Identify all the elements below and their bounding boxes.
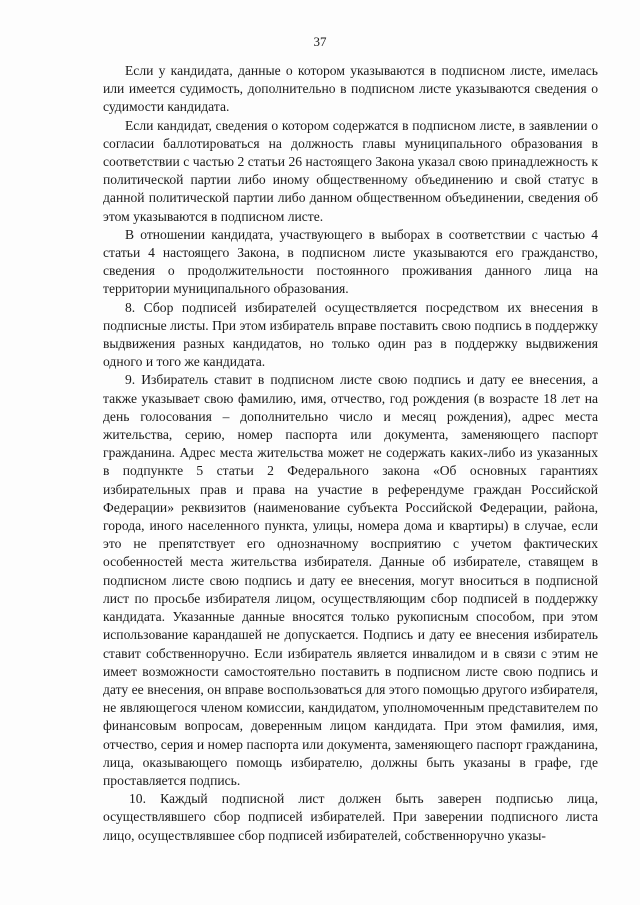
- paragraph-item-9: 9. Избиратель ставит в подписном листе свою подпись и дату ее внесения, а также указывает свою фамилию, имя, отчество, год рождения (в возрасте 18 лет на день голосования – дополнительно число и месяц рождения), адрес места жительства, серию, номер паспорта или документа, заменяющего паспорт гражданина. Адрес места жительства может не содержать каких-либо из указанных в подпункте 5 статьи 2 Федерального закона «Об основных гарантиях избирательных прав и права на участие в референдуме граждан Российской Федерации» реквизитов (наименование субъекта Российской Федерации, района, города, иного населенного пункта, улицы, номера дома и квартиры) в случае, если это не препятствует его однозначному восприятию с учетом фактических особенностей места жительства избирателя. Данные об избирателе, ставящем в подписном листе свою подпись и дату ее внесения, могут вноситься в подписной лист по просьбе избирателя лицом, осуществляющим сбор подписей в поддержку кандидата. Указанные данные вносятся только рукописным способом, при этом использование карандашей не допускается. Подпись и дату ее внесения избиратель ставит собственноручно. Если избиратель является инвалидом и в связи с этим не имеет возможности самостоятельно поставить в подписном листе свою подпись и дату ее внесения, он вправе воспользоваться для этого помощью другого избирателя, не являющегося членом комиссии, кандидатом, уполномоченным представителем по финансовым вопросам, доверенным лицом кандидата. При этом фамилия, имя, отчество, серия и номер паспорта или документа, заменяющего паспорт гражданина, лица, оказывающего помощь избирателю, должны быть указаны в графе, где проставляется подпись.: [103, 372, 598, 788]
- page-number: 37: [313, 34, 327, 49]
- paragraph-citizenship: В отношении кандидата, участвующего в выборах в соответствии с частью 4 статьи 4 настоящего Закона, в подписном листе указываются его гражданство, сведения о продолжительности постоянного проживания данного лица на территории муниципального образования.: [103, 226, 598, 297]
- paragraph-item-10: 10. Каждый подписной лист должен быть заверен подписью лица, осуществлявшего сбор подписей избирателей. При заверении подписного листа лицо, осуществлявшее сбор подписей избирателей, собственноручно указы-: [103, 791, 598, 843]
- paragraph-party-affiliation: Если кандидат, сведения о котором содержатся в подписном листе, в заявлении о согласии баллотироваться на должность главы муниципального образования в соответствии с частью 2 статьи 26 настоящего Закона указал свою принадлежность к политической партии либо иному общественному объединению и свой статус в данной политической партии либо данном общественном объединении, сведения об этом указываются в подписном листе.: [103, 117, 598, 224]
- paragraph-criminal-record: Если у кандидата, данные о котором указываются в подписном листе, имелась или имеется судимость, дополнительно в подписном листе указываются сведения о судимости кандидата.: [103, 63, 598, 115]
- paragraph-item-8: 8. Сбор подписей избирателей осуществляется посредством их внесения в подписные листы. При этом избиратель вправе поставить свою подпись в поддержку выдвижения разных кандидатов, но только один раз в поддержку выдвижения одного и того же кандидата.: [103, 299, 598, 370]
- document-body: [103, 62, 598, 845]
